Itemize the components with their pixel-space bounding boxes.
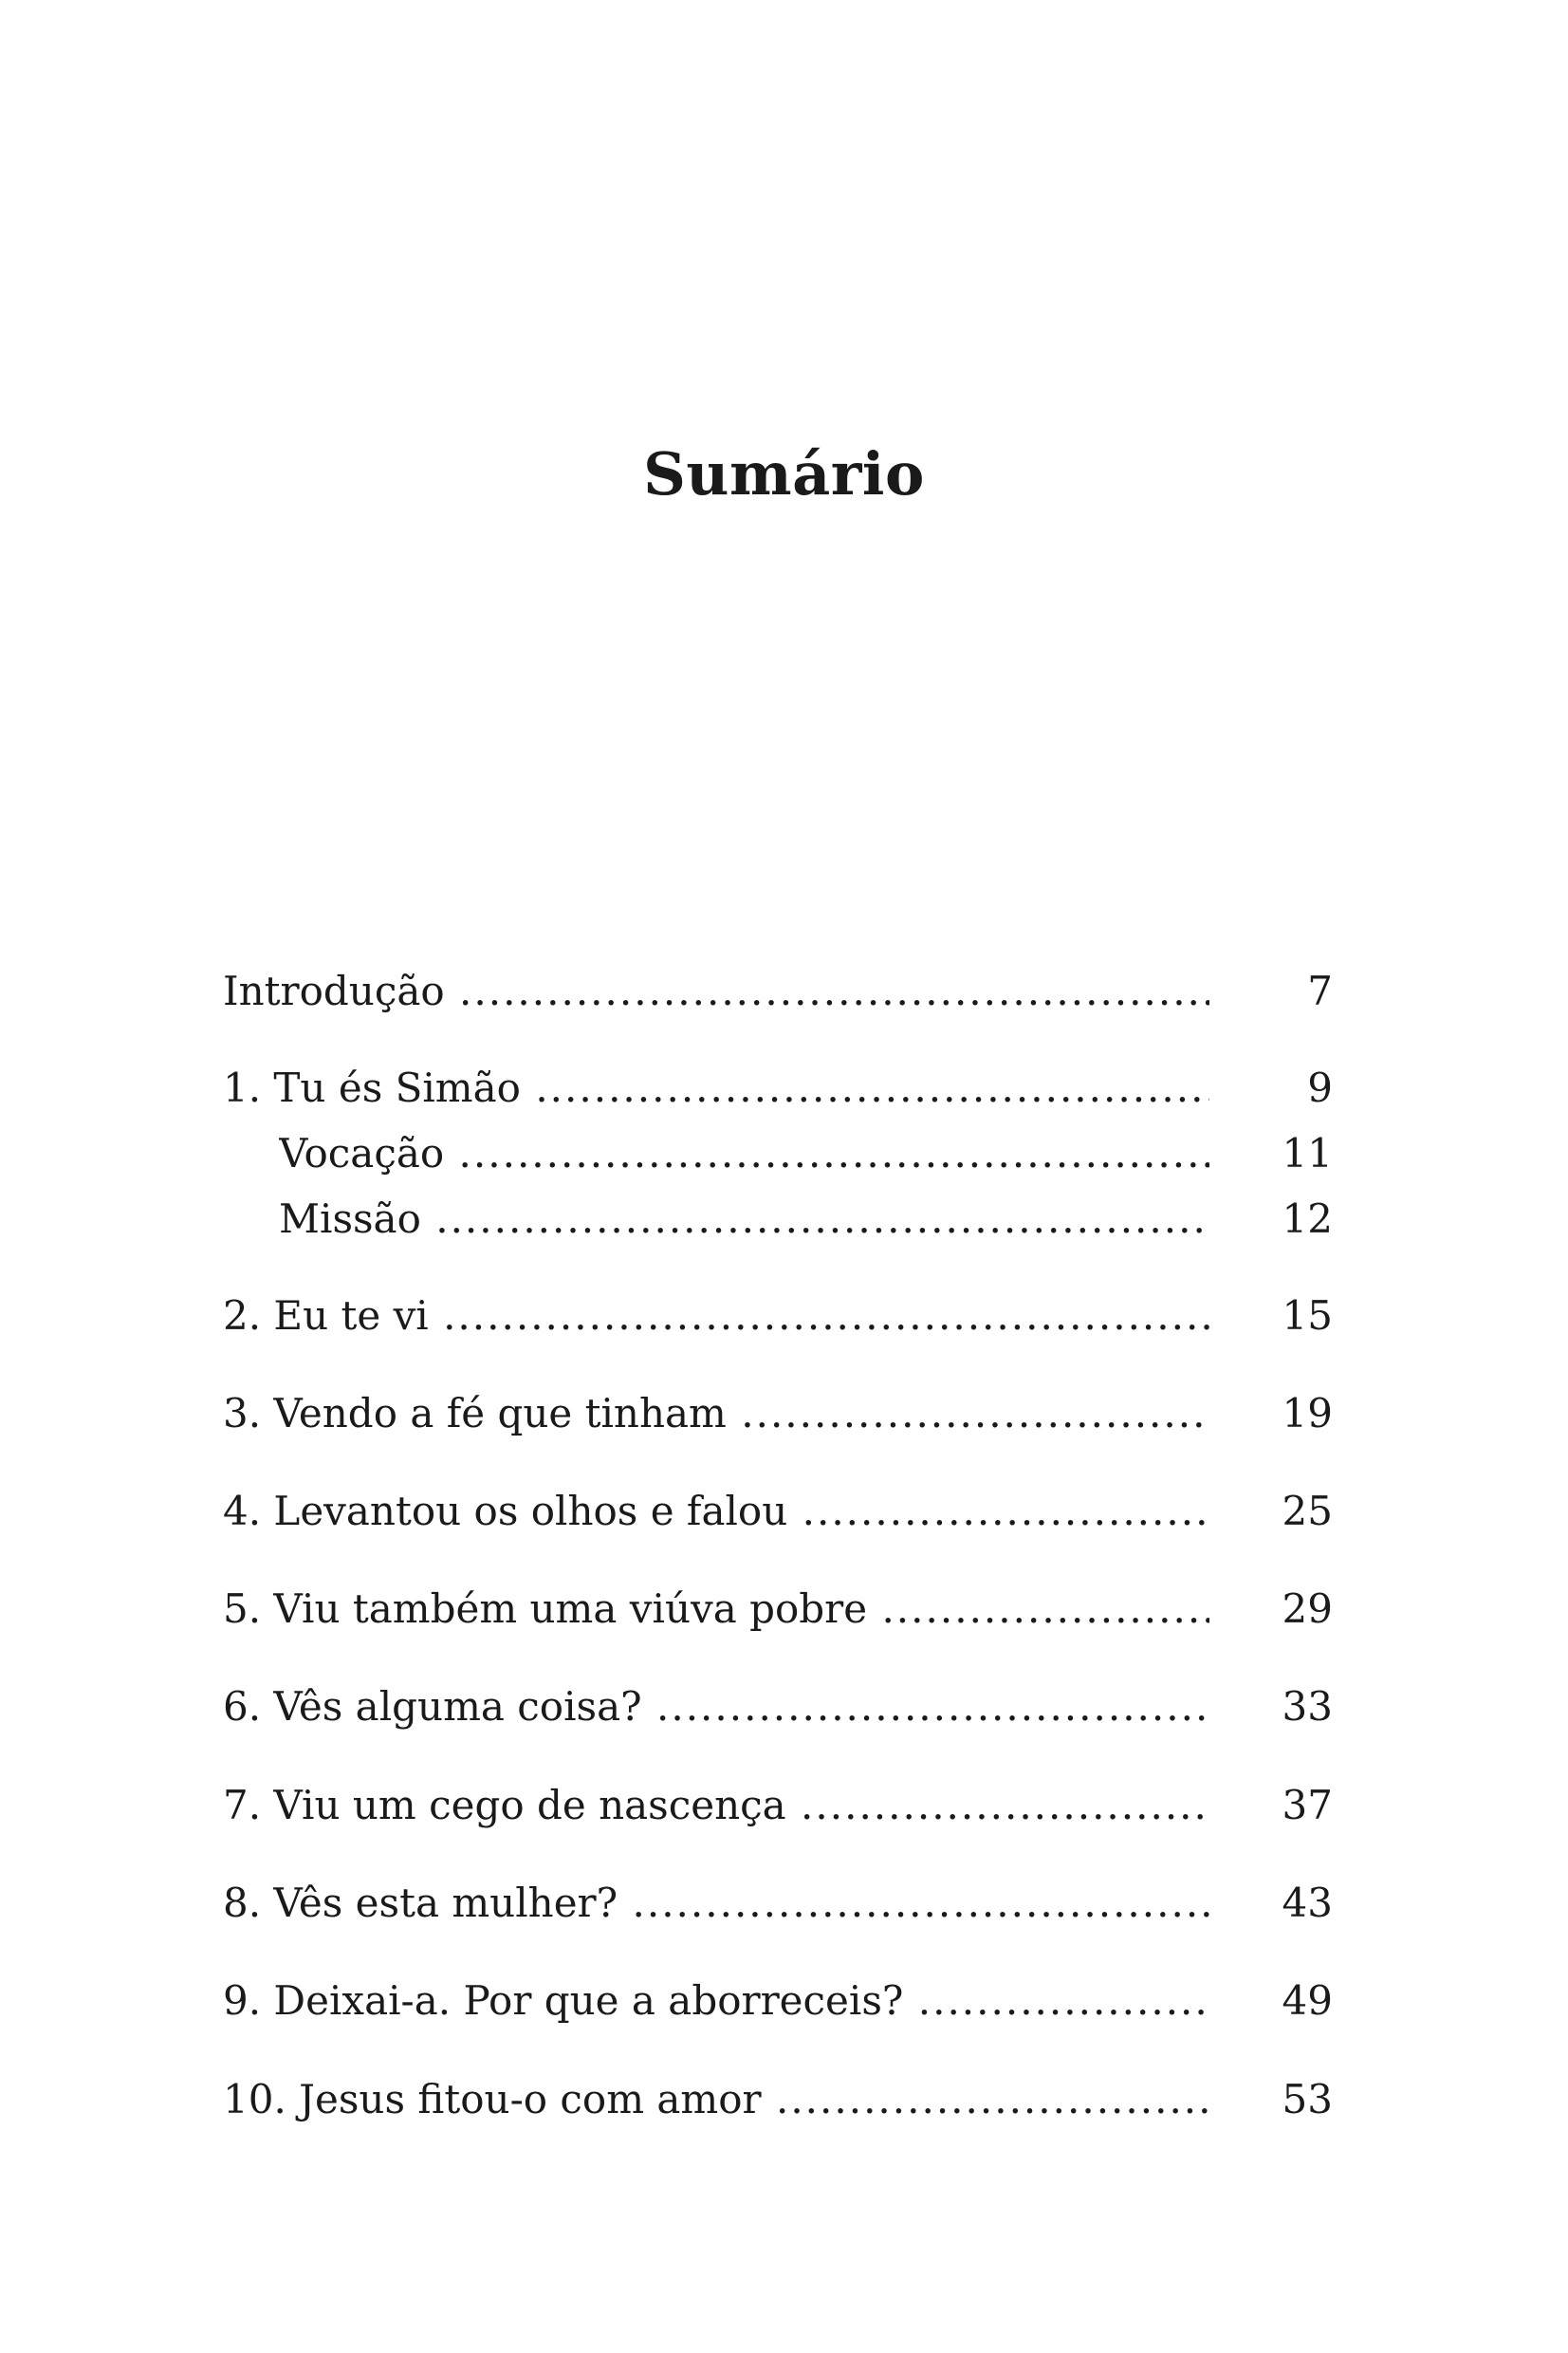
toc-entry-page-number: 7	[1307, 968, 1333, 1014]
toc-entry-label: 3. Vendo a fé que tinham .....	[223, 1380, 1209, 1447]
toc-entry-label: 7. Viu um cego de nascença .....	[223, 1772, 1209, 1839]
toc-entry-chapter-7	[223, 1772, 1333, 1839]
toc-entry-label: 6. Vês alguma coisa? .....	[223, 1674, 1209, 1740]
toc-entry-label: Missão .....	[279, 1186, 1209, 1252]
toc-entry-chapter-8	[223, 1870, 1333, 1936]
toc-entry-page-number: 9	[1307, 1065, 1333, 1111]
toc-entry-label: 1. Tu és Simão .....	[223, 1055, 1209, 1121]
toc-entry-page-number: 33	[1282, 1683, 1333, 1730]
toc-subentry-missao	[223, 1186, 1333, 1252]
toc-entry-label: 2. Eu te vi .....	[223, 1283, 1209, 1349]
toc-entry-page-number: 29	[1282, 1585, 1333, 1632]
toc-entry-chapter-3	[223, 1380, 1333, 1447]
toc-entry-page-number: 37	[1282, 1782, 1333, 1828]
page-title: Sumário	[643, 439, 925, 509]
toc-entry-label: 5. Viu também uma viúva pobre .....	[223, 1576, 1209, 1642]
toc-entry-chapter-2	[223, 1283, 1333, 1349]
toc-entry-page-number: 12	[1282, 1195, 1333, 1242]
toc-entry-label: 9. Deixai-a. Por que a aborreceis? .....	[223, 1968, 1209, 2034]
toc-entry-page-number: 43	[1282, 1880, 1333, 1926]
toc-entry-page-number: 19	[1282, 1390, 1333, 1436]
toc-entry-page-number: 25	[1282, 1488, 1333, 1534]
toc-entry-chapter-4	[223, 1478, 1333, 1545]
toc-entry-page-number: 11	[1282, 1130, 1333, 1176]
toc-entry-label: 10. Jesus fitou-o com amor .....	[223, 2066, 1209, 2133]
toc-entry-chapter-1	[223, 1055, 1333, 1121]
toc-entry-chapter-6	[223, 1674, 1333, 1740]
toc-entry-chapter-10	[223, 2066, 1333, 2133]
toc-subentry-vocacao	[223, 1121, 1333, 1187]
toc-entry-page-number: 53	[1282, 2076, 1333, 2122]
toc-entry-page-number: 15	[1282, 1292, 1333, 1339]
toc-entry-label: Introdução .....	[223, 958, 1209, 1025]
toc-entry-chapter-5	[223, 1576, 1333, 1642]
toc-entry-introducao	[223, 958, 1333, 1025]
toc-entry-page-number: 49	[1282, 1977, 1333, 2024]
toc-entry-chapter-9	[223, 1968, 1333, 2034]
toc-entry-label: Vocação .....	[279, 1121, 1209, 1187]
toc-entry-label: 8. Vês esta mulher? .....	[223, 1870, 1209, 1936]
toc-entry-label: 4. Levantou os olhos e falou .....	[223, 1478, 1209, 1545]
